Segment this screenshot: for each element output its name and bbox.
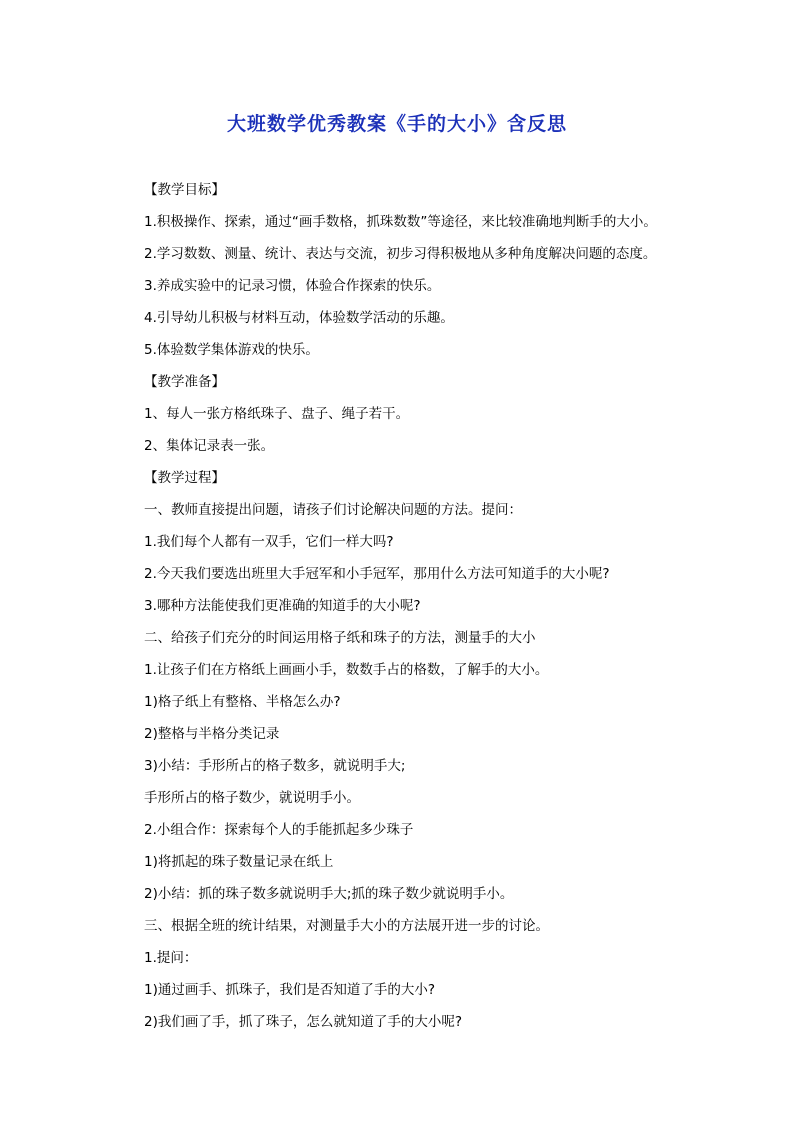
paragraph-line: 1.提问： (144, 950, 198, 966)
paragraph-line: 2)小结：抓的珠子数多就说明手大;抓的珠子数少就说明手小。 (144, 886, 514, 902)
paragraph-line: 1.积极操作、探索，通过“画手数格，抓珠数数”等途径，来比较准确地判断手的大小。 (144, 214, 657, 230)
paragraph-line: 3.哪种方法能使我们更准确的知道手的大小呢? (144, 598, 421, 614)
section-heading-preparation: 【教学准备】 (144, 374, 225, 390)
paragraph-line: 2.小组合作：探索每个人的手能抓起多少珠子 (144, 822, 414, 838)
paragraph-line: 手形所占的格子数少，就说明手小。 (144, 790, 360, 806)
paragraph-line: 1)格子纸上有整格、半格怎么办? (144, 694, 341, 710)
paragraph-line: 5.体验数学集体游戏的快乐。 (144, 342, 319, 358)
paragraph-line: 3.养成实验中的记录习惯，体验合作探索的快乐。 (144, 278, 441, 294)
section-heading-process: 【教学过程】 (144, 470, 225, 486)
section-heading-objectives: 【教学目标】 (144, 182, 225, 198)
paragraph-line: 一、教师直接提出问题，请孩子们讨论解决问题的方法。提问： (144, 502, 522, 518)
paragraph-line: 2.今天我们要选出班里大手冠军和小手冠军，那用什么方法可知道手的大小呢? (144, 566, 610, 582)
paragraph-line: 1.让孩子们在方格纸上画画小手，数数手占的格数，了解手的大小。 (144, 662, 549, 678)
paragraph-line: 1.我们每个人都有一双手，它们一样大吗? (144, 534, 394, 550)
paragraph-line: 2、集体记录表一张。 (144, 438, 275, 454)
paragraph-line: 2)我们画了手，抓了珠子，怎么就知道了手的大小呢? (144, 1014, 463, 1030)
paragraph-line: 1、每人一张方格纸珠子、盘子、绳子若干。 (144, 406, 410, 422)
document-title: 大班数学优秀教案《手的大小》含反思 (226, 113, 567, 135)
paragraph-line: 二、给孩子们充分的时间运用格子纸和珠子的方法，测量手的大小 (144, 630, 536, 646)
paragraph-line: 2.学习数数、测量、统计、表达与交流，初步习得积极地从多种角度解决问题的态度。 (144, 246, 657, 262)
paragraph-line: 3)小结：手形所占的格子数多，就说明手大; (144, 758, 406, 774)
paragraph-line: 2)整格与半格分类记录 (144, 726, 280, 742)
paragraph-line: 1)通过画手、抓珠子，我们是否知道了手的大小? (144, 982, 436, 998)
paragraph-line: 1)将抓起的珠子数量记录在纸上 (144, 854, 334, 870)
paragraph-line: 三、根据全班的统计结果，对测量手大小的方法展开进一步的讨论。 (144, 918, 549, 934)
paragraph-line: 4.引导幼儿积极与材料互动，体验数学活动的乐趣。 (144, 310, 454, 326)
